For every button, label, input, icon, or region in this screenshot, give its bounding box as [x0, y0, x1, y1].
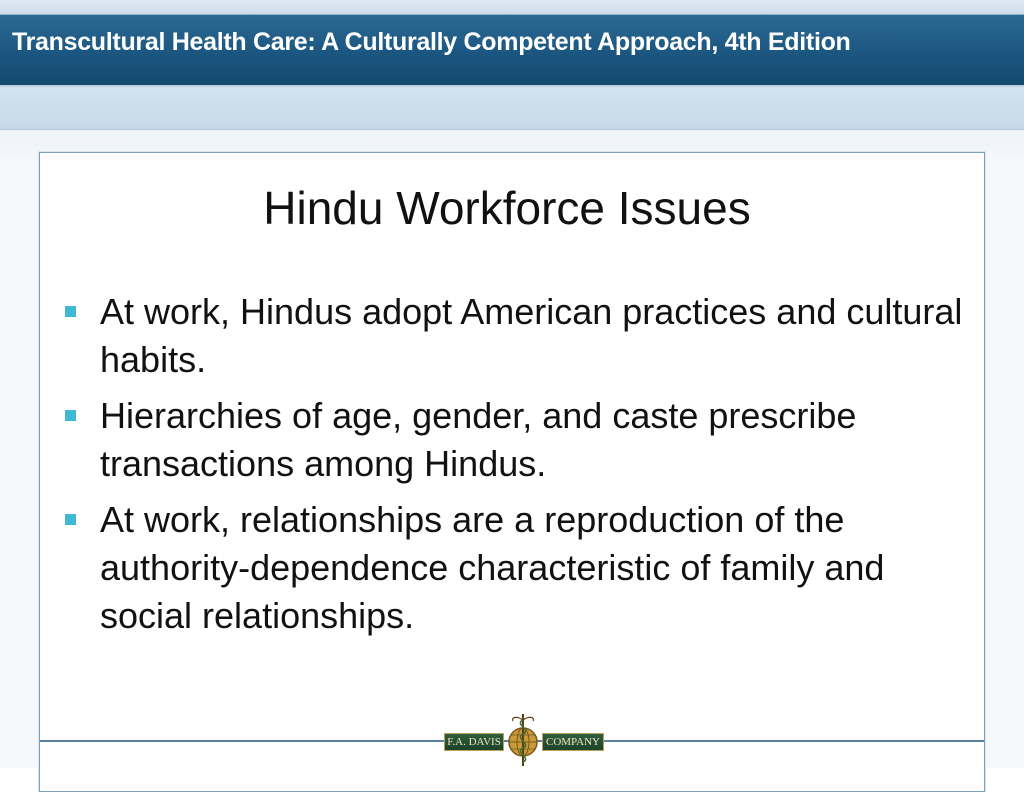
- header-bar: [0, 14, 1024, 87]
- bullet-text: At work, relationships are a reproduction of the authority-dependence characteristic of family and social relationships.: [100, 499, 885, 636]
- bullet-item: [60, 496, 980, 640]
- publisher-logo: [444, 712, 604, 768]
- square-bullet-icon: [65, 410, 76, 421]
- bullet-list: [60, 288, 980, 648]
- bullet-item: [60, 392, 980, 488]
- slide-title: Hindu Workforce Issues: [263, 182, 751, 234]
- top-strip: [0, 0, 1024, 14]
- logo-right-plate: COMPANY: [542, 733, 604, 751]
- sub-header-band: [0, 87, 1024, 130]
- logo-left-plate: F.A. DAVIS: [444, 733, 504, 751]
- square-bullet-icon: [65, 306, 76, 317]
- book-title: Transcultural Health Care: A Culturally Competent Approach, 4th Edition: [12, 28, 851, 56]
- bullet-text: Hierarchies of age, gender, and caste prescribe transactions among Hindus.: [100, 395, 857, 484]
- bullet-item: [60, 288, 980, 384]
- bullet-text: At work, Hindus adopt American practices and cultural habits.: [100, 291, 963, 380]
- square-bullet-icon: [65, 514, 76, 525]
- caduceus-globe-icon: [504, 712, 542, 768]
